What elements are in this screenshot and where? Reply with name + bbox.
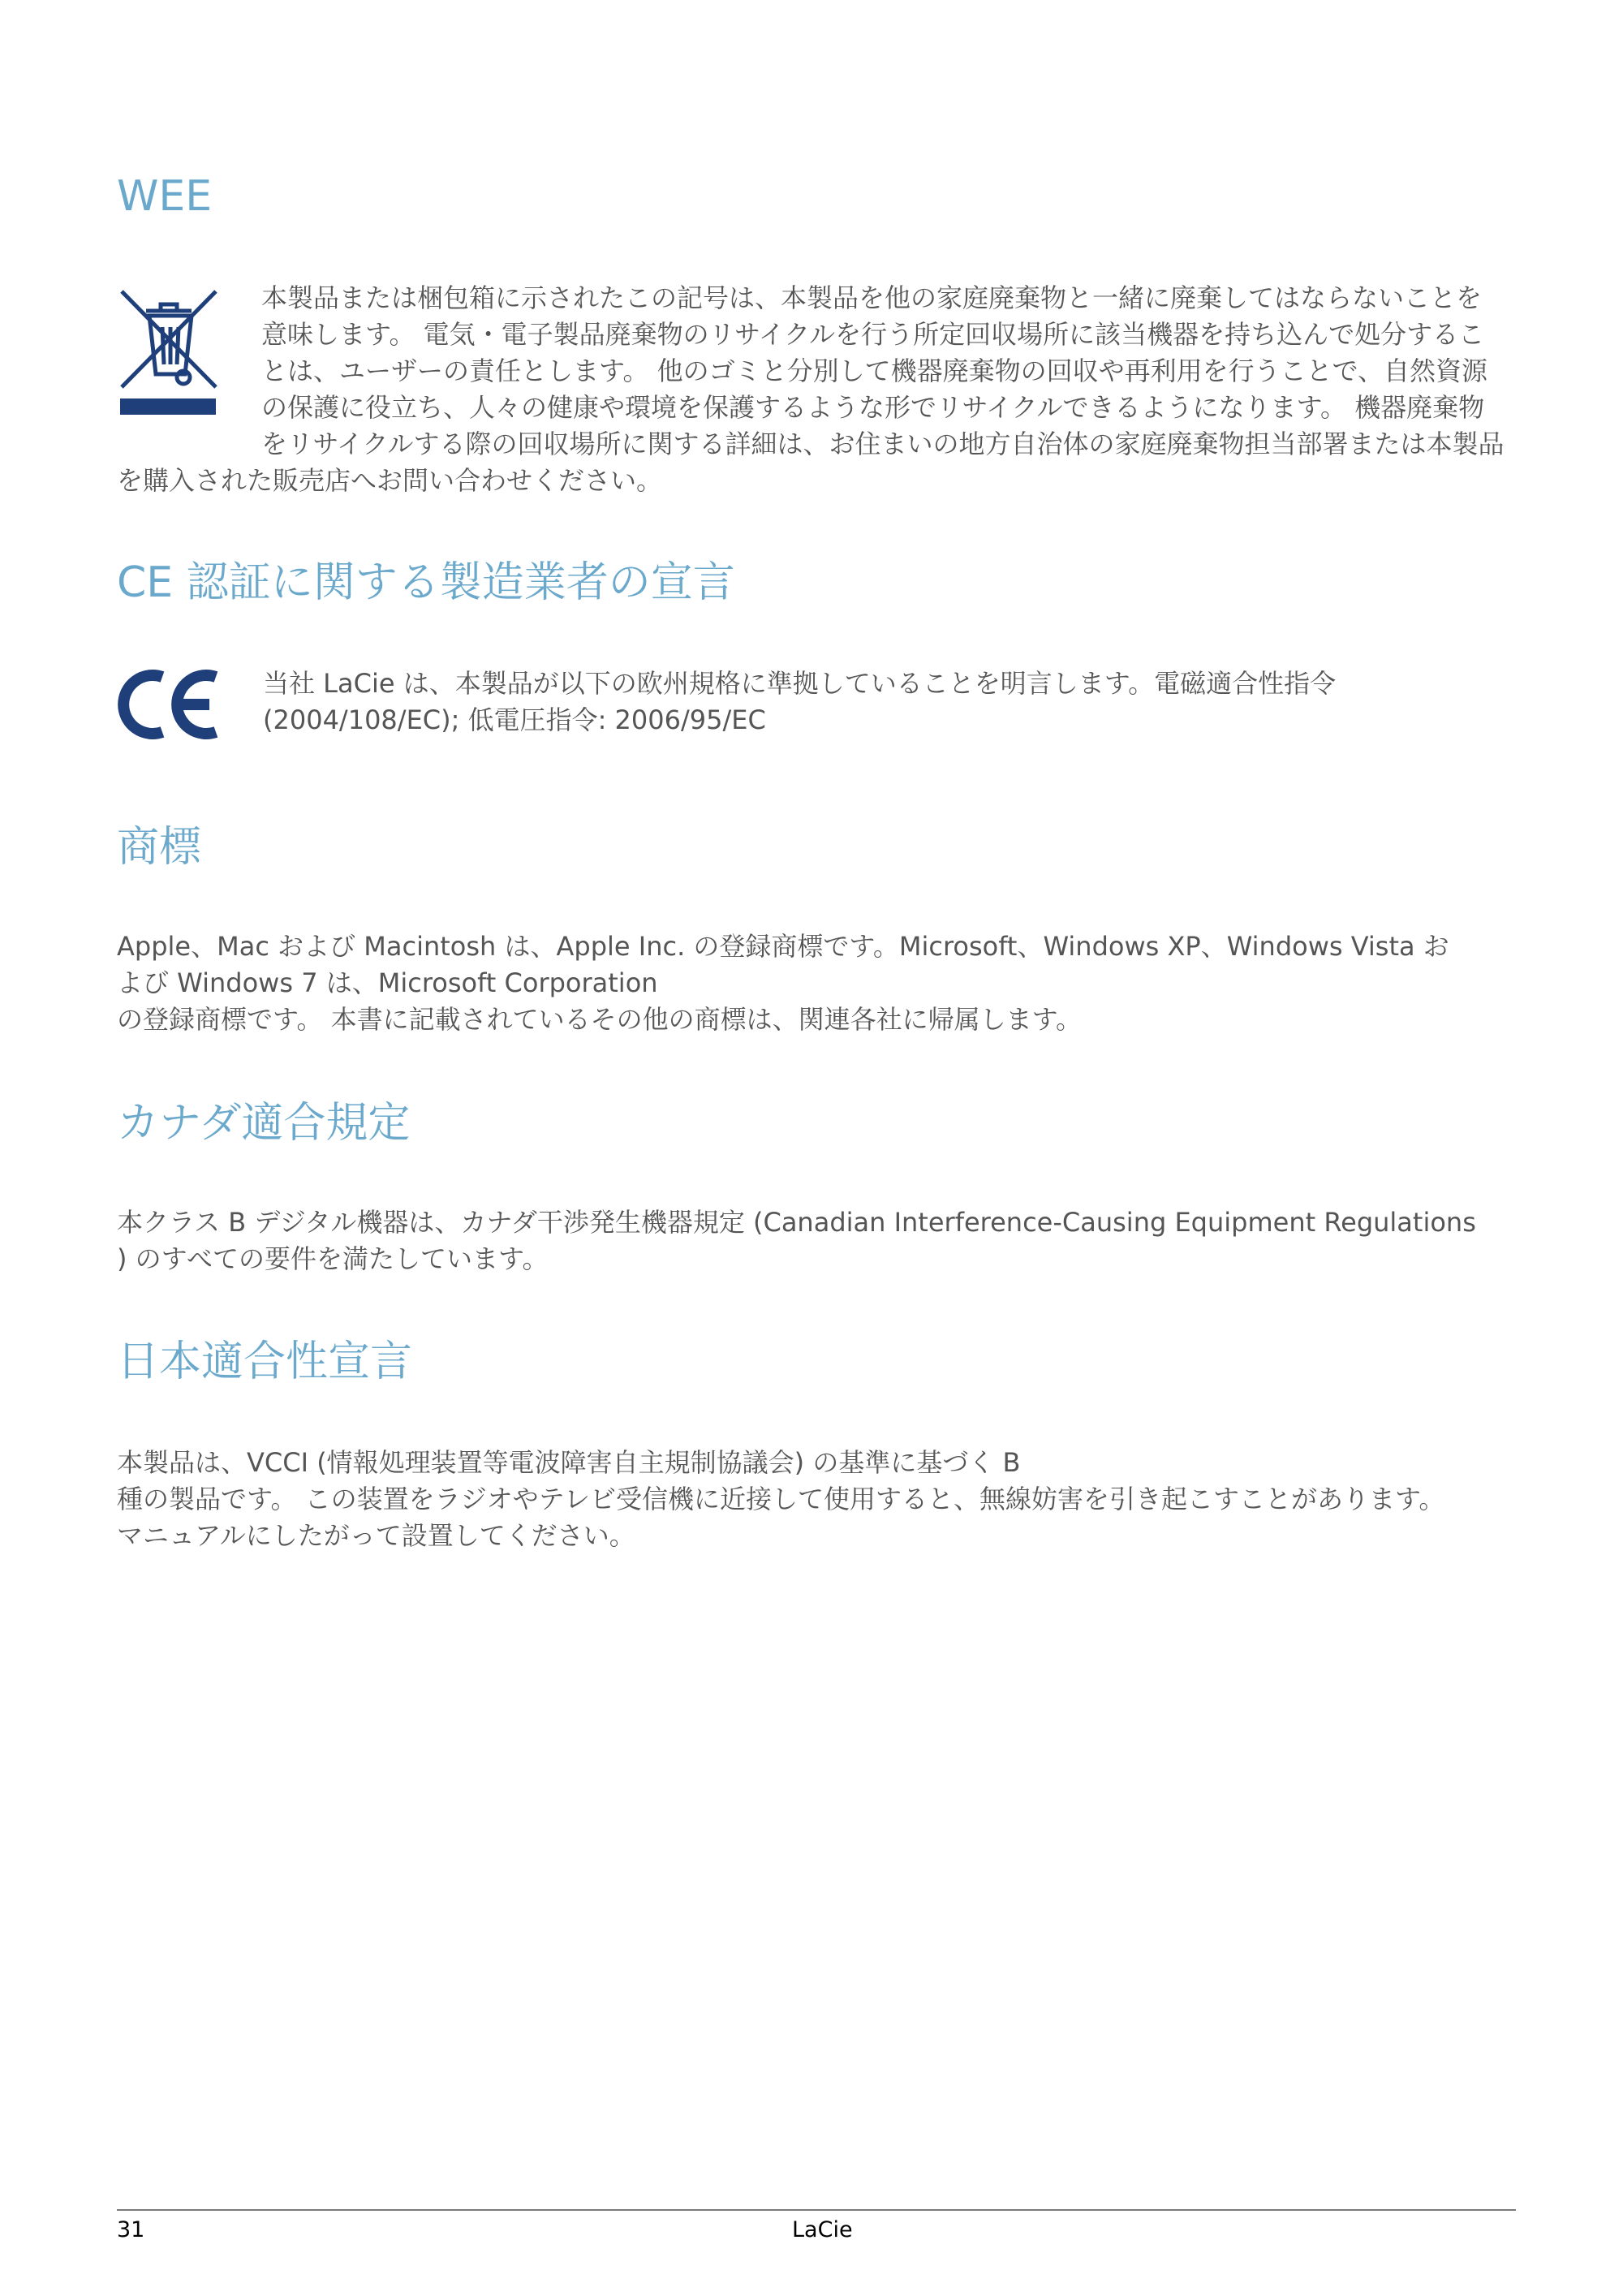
footer-brand: LaCie xyxy=(792,2217,853,2242)
canada-paragraph xyxy=(117,1204,1506,1277)
ce-mark-icon xyxy=(117,667,222,752)
heading-trademarks: 商標 xyxy=(117,823,202,872)
canada-line-2: ) のすべての要件を満たしています。 xyxy=(117,1243,549,1274)
japan-paragraph xyxy=(117,1445,1506,1554)
heading-japan-compliance: 日本適合性宣言 xyxy=(117,1338,413,1386)
wee-paragraph xyxy=(117,280,1506,499)
japan-line-2: 種の製品です。 この装置をラジオやテレビ受信機に近接して使用すると、無線妨害を引き起こすことがあります。 xyxy=(117,1484,1445,1514)
japan-line-3: マニュアルにしたがって設置してください。 xyxy=(117,1520,635,1551)
heading-canada-compliance: カナダ適合規定 xyxy=(117,1099,411,1148)
heading-wee: WEE xyxy=(117,172,213,221)
canada-line-1: 本クラス B デジタル機器は、カナダ干渉発生機器規定 (Canadian Interference-Causing Equipment Regulations xyxy=(117,1207,1476,1238)
footer-page-number: 31 xyxy=(117,2217,145,2242)
crossed-out-wheelie-bin-icon xyxy=(117,286,221,428)
japan-line-1: 本製品は、VCCI (情報処理装置等電波障害自主規制協議会) の基準に基づく B xyxy=(117,1447,1021,1478)
wee-text: 本製品または梱包箱に示されたこの記号は、本製品を他の家庭廃棄物と一緒に廃棄してはならないことを意味します。 電気・電子製品廃棄物のリサイクルを行う所定回収場所に該当機器を持ち込んで処分することは、ユーザーの責任とします。 他のゴミと分別して機器廃棄物の回収や再利用を行うことで、自然資源の保護に役立ち、人々の健康や環境を保護するような形でリサイクルできるようになります。 機器廃棄物をリサイクルする際の回収場所に関する詳細は、お住まいの地方自治体の家庭廃棄物担当部署または本製品を購入された販売店へお問い合わせください。 xyxy=(117,282,1505,496)
ce-text: 当社 LaCie は、本製品が以下の欧州規格に準拠していることを明言します。電磁適合性指令 (2004/108/EC); 低電圧指令: 2006/95/EC xyxy=(263,668,1337,735)
heading-ce-declaration: CE 認証に関する製造業者の宣言 xyxy=(117,558,735,607)
trademarks-paragraph xyxy=(117,928,1506,1038)
trademarks-line-1: Apple、Mac および Macintosh は、Apple Inc. の登録商標です。Microsoft、Windows XP、Windows Vista および Windows 7 は、Microsoft Corporation xyxy=(117,931,1449,998)
ce-paragraph xyxy=(117,666,1506,752)
footer-divider xyxy=(117,2209,1516,2211)
trademarks-line-2: の登録商標です。 本書に記載されているその他の商標は、関連各社に帰属します。 xyxy=(117,1004,1083,1035)
